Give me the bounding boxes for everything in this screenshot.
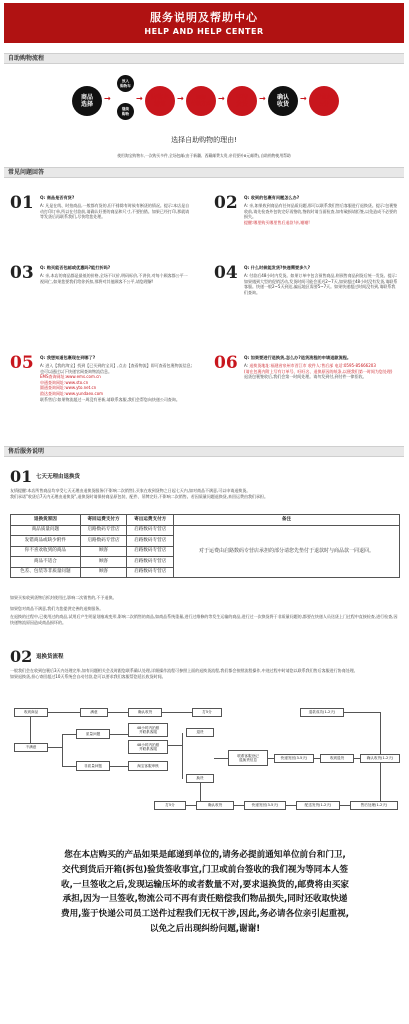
flow-box: 收到商品 bbox=[14, 708, 48, 717]
flow-box: 收到退货 bbox=[320, 754, 354, 763]
faq-question: Q: 如果要进行退换货,怎么办?退货流程的申请退款流程。 bbox=[244, 355, 352, 360]
flow-box: 48小时内拍照 并联系客服 bbox=[128, 723, 168, 737]
step-intro: 一般我们会在收到包裹后3天内处理完毕,如有问题相关会及时跟您联系确认处理,详细操作流程可参照上面的退换货流程,我们都会按照流程操作,中途过程中时请您以联系我们售后客服进行协商处理。 如果退换货,担心寄回超过10天系统会自动付款,您可以要求我们客服帮您延长收货时间。 bbox=[10, 668, 358, 679]
flow-box: 售后处理(1-2天) bbox=[350, 801, 398, 810]
page-banner bbox=[4, 3, 404, 43]
section-title: 自助购物流程 bbox=[8, 55, 45, 62]
section-after-sale bbox=[4, 446, 404, 457]
faq-answer: A: 退换货地址:福建省泉州市晋江市 收件人:售后部 电话:0595-85666203 (请在包裹内附上写有订单号、旺旺名、退换原因的纸条,以便我们第一时间为您处理) 退货包裹签收后,我们会第一时间处理。请勿发到付,到付件一律拒收。 bbox=[244, 363, 393, 380]
tracking-link-yunda[interactable]: 韵达查询网址:www.yundaex.com bbox=[40, 390, 104, 396]
flow-box: 确认收货 bbox=[196, 801, 234, 810]
table-row: 商品不适合 顾客 启路数码专营店 bbox=[11, 557, 400, 568]
step-title: 退换货流程 bbox=[36, 654, 64, 660]
table-header: 退换货原因 bbox=[11, 515, 81, 526]
flow-box: 非质量问题 bbox=[76, 761, 110, 771]
flow-step-cart: 放入 购物车 bbox=[117, 75, 134, 92]
table-row: 发错商品或缺少附件 启路数码专营店 启路数码专营店 bbox=[11, 536, 400, 547]
faq-warning: 提醒:哪里购买哪里售后退款!亲,谢谢! bbox=[244, 219, 310, 225]
faq-question: Q: 收到的包裹有问题怎么办? bbox=[244, 195, 300, 200]
flow-step-checkout: 购物车 结算 bbox=[145, 86, 175, 116]
section-title: 售后服务说明 bbox=[8, 448, 45, 455]
table-note: 对于运费由启路数码专营店承担的部分请您先垫付于退款时与商品款一同退回。 bbox=[174, 525, 400, 578]
flow-box: 退款成功(1-2天) bbox=[300, 708, 344, 717]
flow-box: 退货 bbox=[186, 728, 214, 737]
table-header: 备注 bbox=[174, 515, 400, 526]
flow-box: 快递发回(3-5天) bbox=[274, 754, 314, 763]
faq-answer: A: 凡是在线、时拍商品,一般都有货的,但不排除有时候有断货的情况。提示:本店是自动打印订单,所以在付款前,请确认好要的商品和尺寸,不要拍错。如果已经打印,那就请等发货后再联系我们,尽快给您处理。 bbox=[40, 203, 190, 220]
faq-answer: A: 进入【我的淘宝】找到【已买到的宝贝】,点击【查看物流】即可查看包裹物流信息;也可以通过以下快递官网查询物流信息。 EMS查询网址:www.ems.com.cn 申通查询网址:www.sto.cn 圆通查询网址:www.yto.net.cn 韵达查询网址:www.yundaex.com 联系售后:如果物流超过一周没有更新,请联系客服,我们会帮您向快递公司查询。 bbox=[40, 363, 192, 402]
tracking-link-yto[interactable]: 圆通查询网址:www.yto.net.cn bbox=[40, 385, 97, 391]
section-self-purchase bbox=[4, 53, 404, 64]
section-title: 常见问题回答 bbox=[8, 169, 45, 176]
flow-caption: 选择自助购物的理由! bbox=[171, 136, 237, 144]
flow-box: 联系客服登记 退换货信息 bbox=[228, 750, 268, 766]
flow-box: 不满意 bbox=[14, 743, 48, 752]
flow-box: 快递发回(3-5天) bbox=[244, 801, 286, 810]
faq-question: Q: 购买能否包邮或优惠吗?能打折吗? bbox=[40, 265, 111, 270]
section-faq bbox=[4, 167, 404, 178]
step-number: 02 bbox=[10, 647, 33, 666]
step-title: 七天无理由退换货 bbox=[36, 474, 81, 480]
return-policy-table bbox=[10, 514, 400, 578]
flow-box: 淘宝客服审核 bbox=[128, 761, 168, 771]
faq-question: Q: 我想知道包裹现在到哪了? bbox=[40, 355, 96, 360]
faq-number: 05 bbox=[10, 353, 34, 373]
flow-box: 打5分 bbox=[154, 801, 186, 810]
after-sale-note: 在退换的过程中,已使用过的商品,试用后产生明显划痕或变形,影响二次销售的商品,如商品系统重量,进行过维修的等发生运输的商品,进行过一次换货将于非质量问题的,都要在快递人员送货上门过程中直接检查,进行检查,因快递物流原因造成商品损坏的。 bbox=[10, 614, 398, 625]
table-row: 色差、包装等非质量问题 顾客 启路数码专营店 bbox=[11, 567, 400, 578]
tracking-link-sto[interactable]: 申通查询网址:www.sto.cn bbox=[40, 379, 89, 385]
flow-box: 确认收货 bbox=[128, 708, 162, 717]
flow-arrow: → bbox=[104, 94, 111, 103]
faq-number: 01 bbox=[10, 193, 34, 213]
flow-box: 质量问题 bbox=[76, 729, 110, 739]
flow-arrow: → bbox=[136, 94, 143, 103]
faq-number: 02 bbox=[214, 193, 238, 213]
flow-step-select: 商品 选择 bbox=[72, 86, 102, 116]
table-header: 寄回运费支付方 bbox=[80, 515, 127, 526]
flow-box: 打5分 bbox=[192, 708, 222, 717]
faq-number: 04 bbox=[214, 263, 238, 283]
flow-box: 确认收货(1-2天) bbox=[360, 754, 400, 763]
table-row: 商品质量问题 启路数码专营店 启路数码专营店 对于运费由启路数码专营店承担的部分请您先垫付于退款时与商品款一同退回。 bbox=[11, 525, 400, 536]
flow-step-confirm: 确认 收货 bbox=[268, 86, 298, 116]
faq-answer: A: 亲,本店的商品都是最低的价格,全场不议价,明码标价,不讲价,对每个顾客都公平一视同仁,如果您要我们给你折扣,那将对其他顾客不公平,请您理解! bbox=[40, 273, 188, 284]
flow-arrow: → bbox=[300, 94, 307, 103]
banner-subtitle: HELP AND HELP CENTER bbox=[144, 27, 264, 36]
step-intro: 友情提醒:本店所售商品均享受七天无理由退换货服务(不影响二次销售),买家在收到货物之日起七天内,如对商品不满意,可以申请退换货。 我们承诺"收货后7天内无理由退换货",退换货时请保持商品原包装、配件、吊牌完好,不影响二次销售。若因质量问题退换货,来回运费由我们承担。 bbox=[10, 488, 269, 499]
faq-number: 06 bbox=[214, 353, 238, 373]
step-number: 01 bbox=[10, 467, 33, 486]
flow-arrow: → bbox=[259, 94, 266, 103]
delivery-notice: 您在本店购买的产品如果是邮递到单位的,请务必提前通知单位前台和门卫,交代到货后开箱(拆包)验货签收事宜,门卫或前台签收的我们视为等同本人签收,一旦签收之后,发现运输压坏的或者数量不对,要求退换货的,邮费将由买家承担,因为一旦签收,物流公司不再有责任赔偿我们物品损失,同时还收取快递费用,鉴于快递公司员工送件过程我们无权干涉,因此,务必请各位亲引起重视,以免之后出现纠纷问题,谢谢! bbox=[60, 850, 350, 934]
tracking-link-ems[interactable]: EMS查询网址:www.ems.com.cn bbox=[40, 374, 101, 380]
flow-arrow: → bbox=[177, 94, 184, 103]
banner-title: 服务说明及帮助中心 bbox=[150, 11, 258, 24]
table-row: 你不喜欢收到的商品 顾客 启路数码专营店 bbox=[11, 546, 400, 557]
faq-answer: A: 付款后48小时内发货。如果订单中包含预售商品,则预售商品到货后统一发货。提示:如果遇到大型的促销活动,发货时间可能会延迟2~7天,如果超过48小时没有发货,请联系客服。快递一般2~5天到达,偏远地区需要5~7天。如果快递超过时间没有到,请联系我们查询。 bbox=[244, 273, 398, 295]
flow-box: 满意 bbox=[80, 708, 108, 717]
faq-number: 03 bbox=[10, 263, 34, 283]
flow-subcaption: 使用淘宝购物车,一次购买多件,全场包邮(由于新疆、西藏邮费太贵,亲们要补8元邮费),自助购物使用帮助 bbox=[117, 153, 291, 158]
table-header: 寄出运费支付方 bbox=[127, 515, 174, 526]
flow-box: 换货 bbox=[186, 774, 214, 783]
flow-step-wait: 等待 发货 bbox=[227, 86, 257, 116]
faq-question: Q: 商品是否有货? bbox=[40, 195, 75, 200]
flow-step-continue: 继续 购物 bbox=[117, 103, 134, 120]
flow-box: 48小时内拍照 并联系客服 bbox=[128, 740, 168, 754]
faq-answer: A: 亲,如果收到商品有任何品质问题,那可以联系我们售后客服进行退换货。提示:包裹签收前,请先检查外包装完好再签收,签收时请当面检查,如有破损请拒签,以免造成不必要的损失。 提醒:哪里购买哪里售后退款!亲,谢谢! bbox=[244, 203, 398, 225]
table-footnote: 如果买家收到货物后拆封使用过,影响二次销售的,不予退换。 bbox=[10, 595, 117, 600]
flow-box: 配送发货(1-2天) bbox=[296, 801, 340, 810]
faq-question: Q: 什么时候能发货?快递需要多久? bbox=[244, 265, 310, 270]
flow-step-rate: 满意给 5分 bbox=[309, 86, 339, 116]
after-sale-note: 如果您对商品不满意,我们为您提供完善的退换服务。 bbox=[10, 606, 104, 611]
flow-step-payment: 选择 付款方式 bbox=[186, 86, 216, 116]
flow-arrow: → bbox=[218, 94, 225, 103]
